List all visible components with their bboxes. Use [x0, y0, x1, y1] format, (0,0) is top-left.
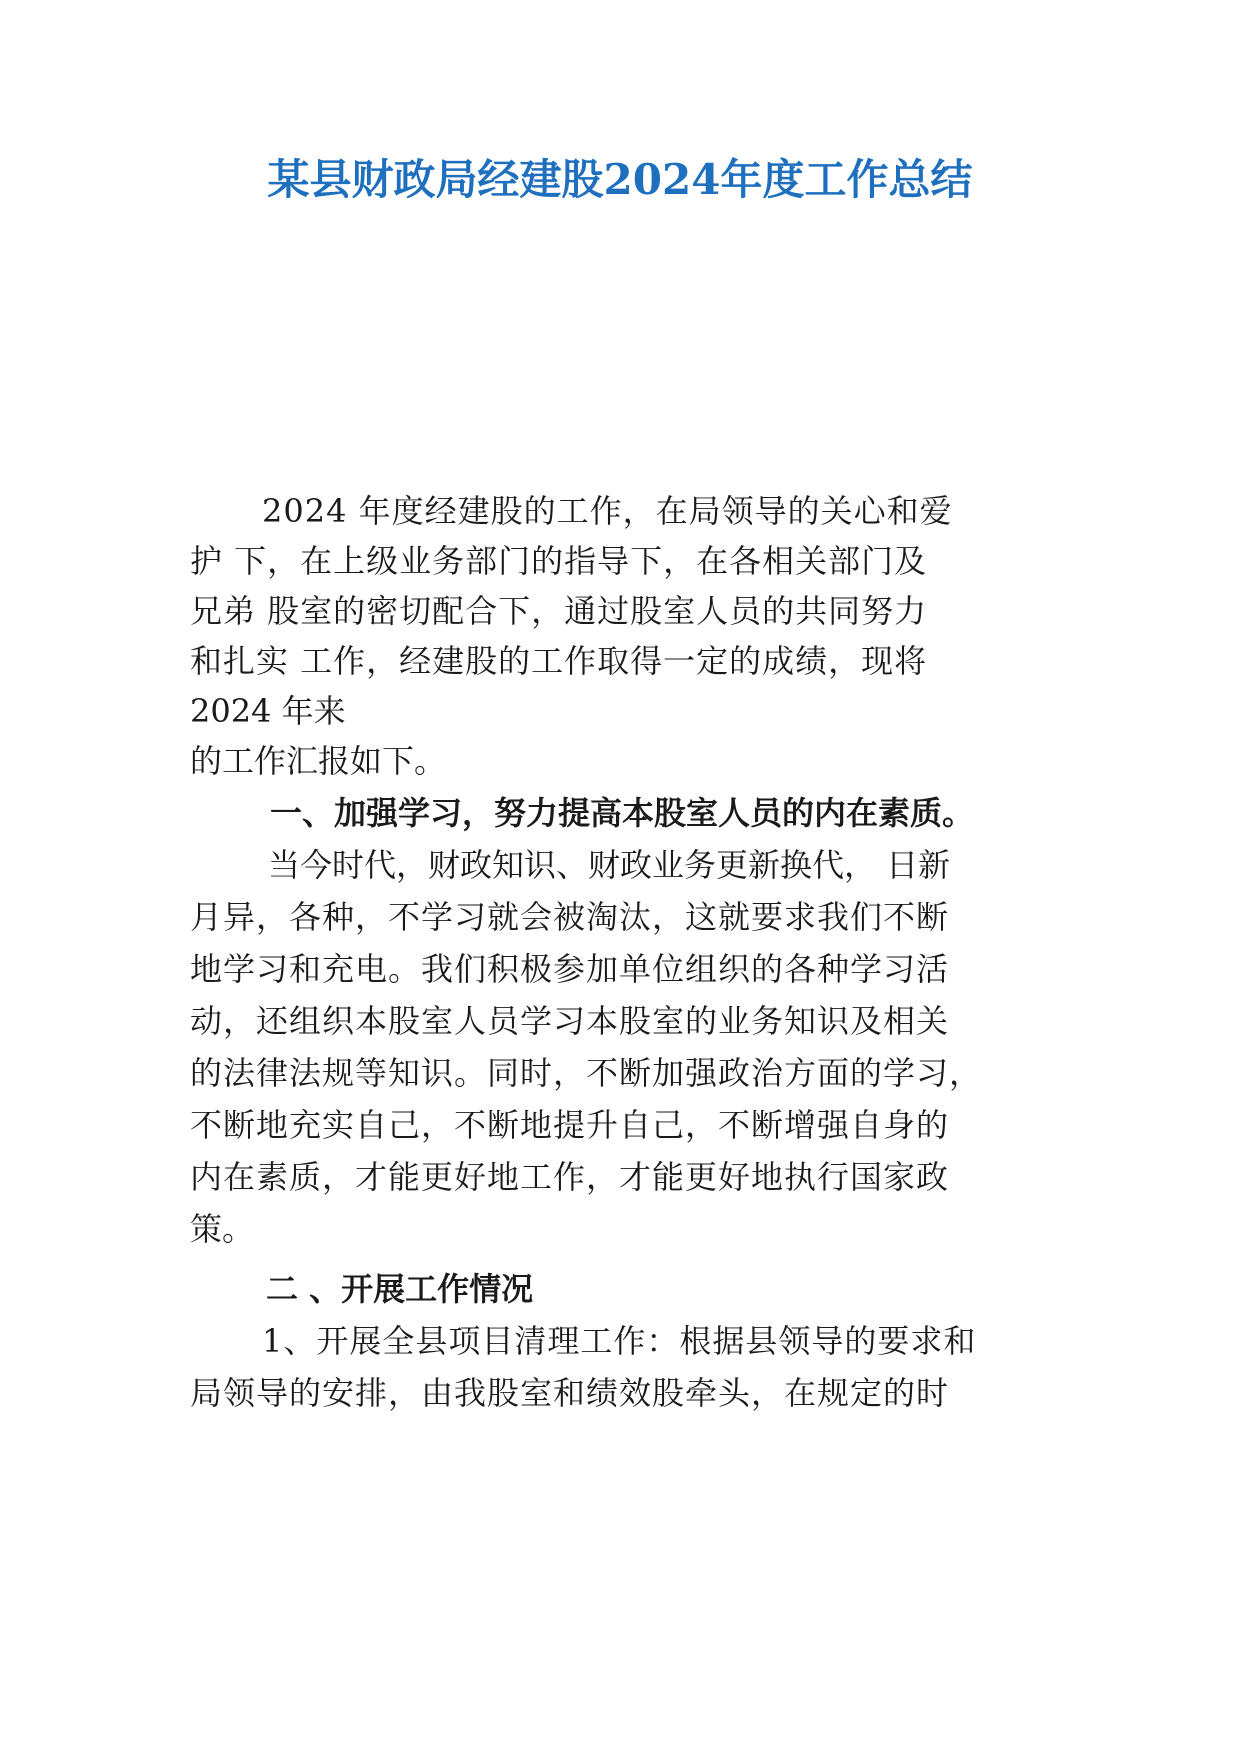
- body-line: 局领导的安排，由我股室和绩效股牵头，在规定的时: [190, 1374, 950, 1412]
- section-heading-2: 二 、开展工作情况: [266, 1270, 534, 1308]
- document-title: 某县财政局经建股2024年度工作总结: [267, 155, 973, 204]
- body-line: 内在素质，才能更好地工作，才能更好地执行国家政: [190, 1158, 950, 1196]
- body-line: 1、开展全县项目清理工作：根据县领导的要求和: [262, 1322, 977, 1360]
- body-line: 护 下，在上级业务部门的指导下，在各相关部门及: [190, 542, 928, 580]
- section-heading-1: 一、加强学习，努力提高本股室人员的内在素质。: [270, 794, 975, 832]
- body-line: 兄弟 股室的密切配合下，通过股室人员的共同努力: [190, 592, 928, 630]
- body-line: 月异，各种，不学习就会被淘汰，这就要求我们不断: [190, 898, 950, 936]
- body-line: 不断地充实自己，不断地提升自己，不断增强自身的: [190, 1106, 950, 1144]
- body-line: 2024 年来: [190, 692, 346, 730]
- body-line: 动，还组织本股室人员学习本股室的业务知识及相关: [190, 1002, 950, 1040]
- body-line: 的法律法规等知识。同时，不断加强政治方面的学习，: [190, 1054, 983, 1092]
- body-line: 和扎实 工作，经建股的工作取得一定的成绩，现将: [190, 642, 928, 680]
- body-line: 的工作汇报如下。: [190, 742, 447, 780]
- body-line: 2024 年度经建股的工作，在局领导的关心和爱: [262, 492, 953, 530]
- body-line: 策。: [190, 1210, 255, 1248]
- body-line: 地学习和充电。我们积极参加单位组织的各种学习活: [190, 950, 950, 988]
- body-line: 当今时代，财政知识、财政业务更新换代， 日新: [268, 846, 951, 884]
